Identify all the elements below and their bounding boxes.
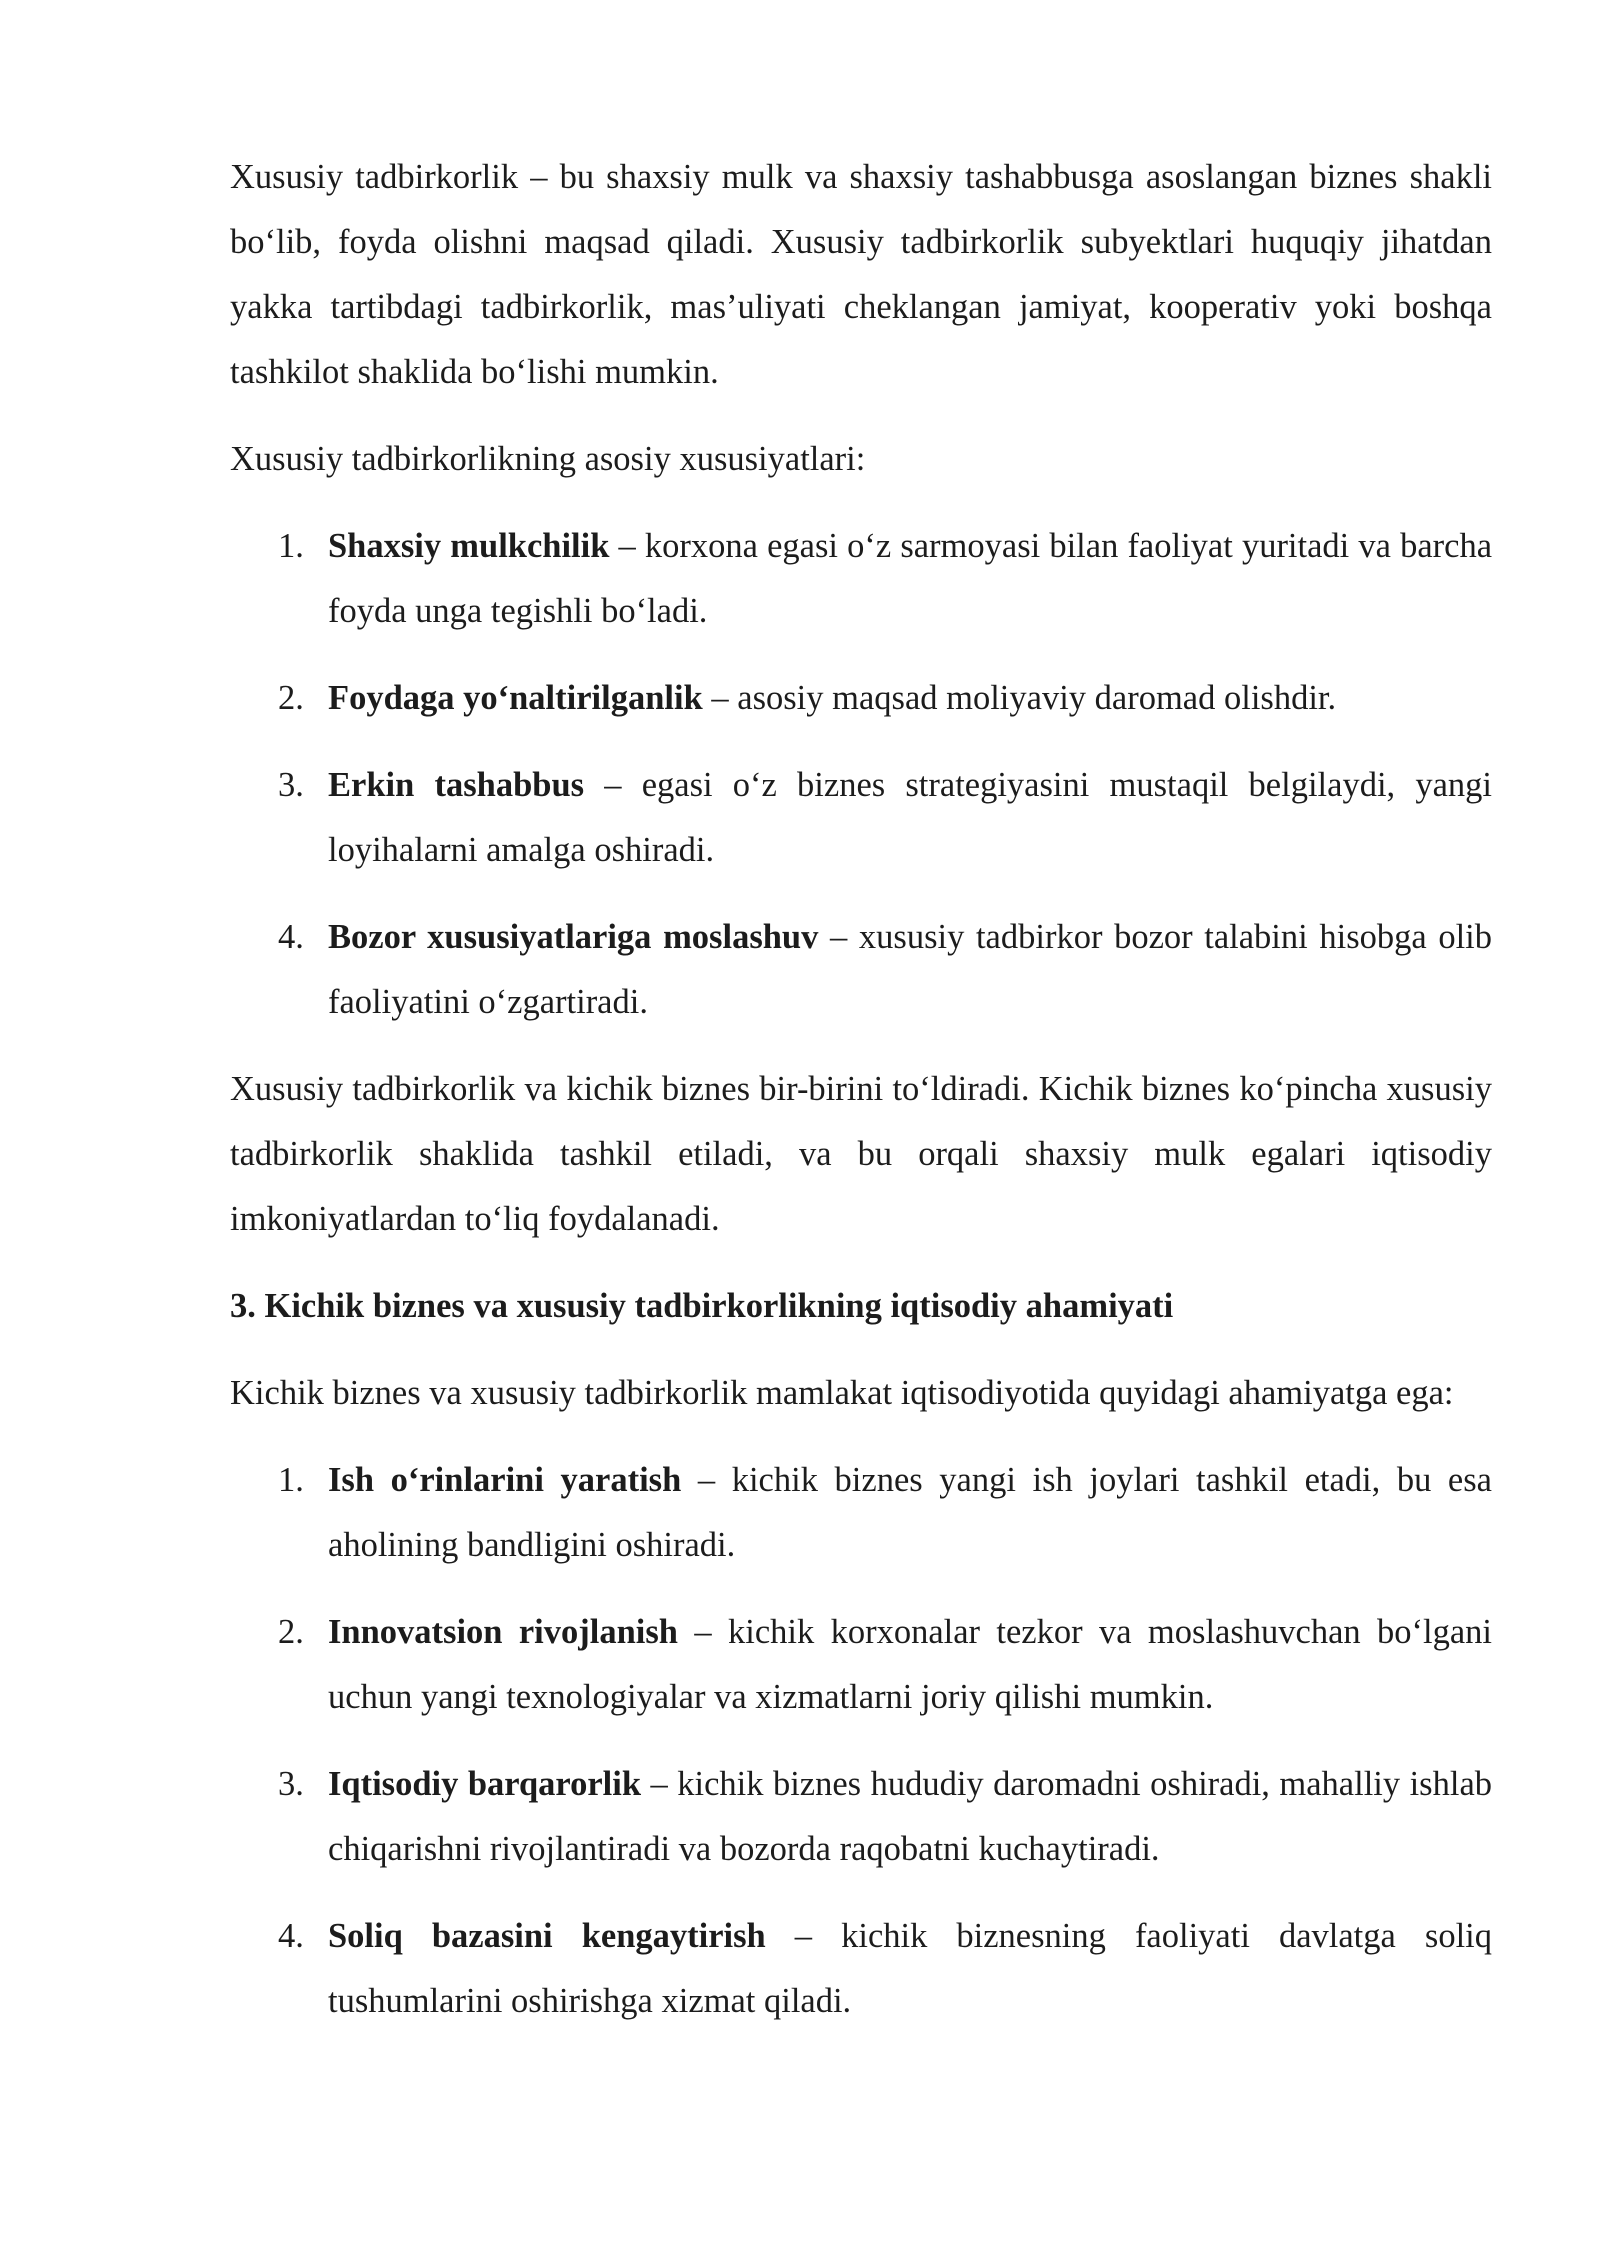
list-item-number: 1. — [278, 1461, 304, 1499]
list-item — [230, 514, 1492, 644]
list-item-number: 4. — [278, 1917, 304, 1955]
list-item-text: – xususiy tadbirkor bozor talabini hisobga olib faoliyatini o‘zgartiradi. — [328, 918, 1492, 1021]
list-item-text: – kichik biznes yangi ish joylari tashkil etadi, bu esa aholining bandligini oshiradi. — [328, 1461, 1492, 1564]
list-item-term: Innovatsion rivojlanish — [328, 1613, 678, 1651]
section-heading: 3. Kichik biznes va xususiy tadbirkorlikning iqtisodiy ahamiyati — [230, 1287, 1174, 1325]
list-item-number: 3. — [278, 766, 304, 804]
importance-list — [230, 1448, 1492, 2034]
list-item — [230, 1752, 1492, 1882]
list-item — [230, 753, 1492, 883]
list-item-text: – asosiy maqsad moliyaviy daromad olishdir. — [702, 679, 1337, 717]
list-item — [230, 1448, 1492, 1578]
list-item-term: Shaxsiy mulkchilik — [328, 527, 610, 565]
document-page — [230, 145, 1492, 2056]
list-item-term: Iqtisodiy barqarorlik — [328, 1765, 642, 1803]
list-item — [230, 1600, 1492, 1730]
list-item-term: Erkin tashabbus — [328, 766, 585, 804]
list-item-number: 2. — [278, 1613, 304, 1651]
list-item-term: Ish o‘rinlarini yaratish — [328, 1461, 682, 1499]
list-item — [230, 666, 1492, 731]
list-item-text: – kichik biznes hududiy daromadni oshiradi, mahalliy ishlab chiqarishni rivojlantiradi va bozorda raqobatni kuchaytiradi. — [328, 1765, 1493, 1868]
list-item-number: 1. — [278, 527, 304, 565]
features-list — [230, 514, 1492, 1035]
list-item-number: 2. — [278, 679, 304, 717]
list-item — [230, 1904, 1492, 2034]
list-item-term: Bozor xususiyatlariga moslashuv — [328, 918, 819, 956]
list-item-number: 4. — [278, 918, 304, 956]
list-item-term: Soliq bazasini kengaytirish — [328, 1917, 766, 1955]
intro-paragraph: Xususiy tadbirkorlik – bu shaxsiy mulk va shaxsiy tashabbusga asoslangan biznes shakli bo‘lib, foyda olishni maqsad qiladi. Xususiy tadbirkorlik subyektlari huquqiy jihatdan yakka tartibdagi tadbirkorlik, mas’uliyati cheklangan jamiyat, kooperativ yoki boshqa tashkilot shaklida bo‘lishi mumkin. — [230, 158, 1492, 391]
relation-paragraph: Xususiy tadbirkorlik va kichik biznes bir-birini to‘ldiradi. Kichik biznes ko‘pincha xususiy tadbirkorlik shaklida tashkil etiladi, va bu orqali shaxsiy mulk egalari iqtisodiy imkoniyatlardan to‘liq foydalanadi. — [230, 1070, 1492, 1238]
list-item-text: – korxona egasi o‘z sarmoyasi bilan faoliyat yuritadi va barcha foyda unga tegishli bo‘ladi. — [328, 527, 1493, 630]
list-item-text: – kichik biznesning faoliyati davlatga soliq tushumlarini oshirishga xizmat qiladi. — [328, 1917, 1492, 2020]
list-item-text: – egasi o‘z biznes strategiyasini mustaqil belgilaydi, yangi loyihalarni amalga oshiradi. — [328, 766, 1492, 869]
list-item-term: Foydaga yo‘naltirilganlik — [328, 679, 703, 717]
list-item — [230, 905, 1492, 1035]
section-lead: Kichik biznes va xususiy tadbirkorlik mamlakat iqtisodiyotida quyidagi ahamiyatga ega: — [230, 1374, 1454, 1412]
features-lead: Xususiy tadbirkorlikning asosiy xususiyatlari: — [230, 440, 866, 478]
list-item-number: 3. — [278, 1765, 304, 1803]
list-item-text: – kichik korxonalar tezkor va moslashuvchan bo‘lgani uchun yangi texnologiyalar va xizmatlarni joriy qilishi mumkin. — [328, 1613, 1492, 1716]
